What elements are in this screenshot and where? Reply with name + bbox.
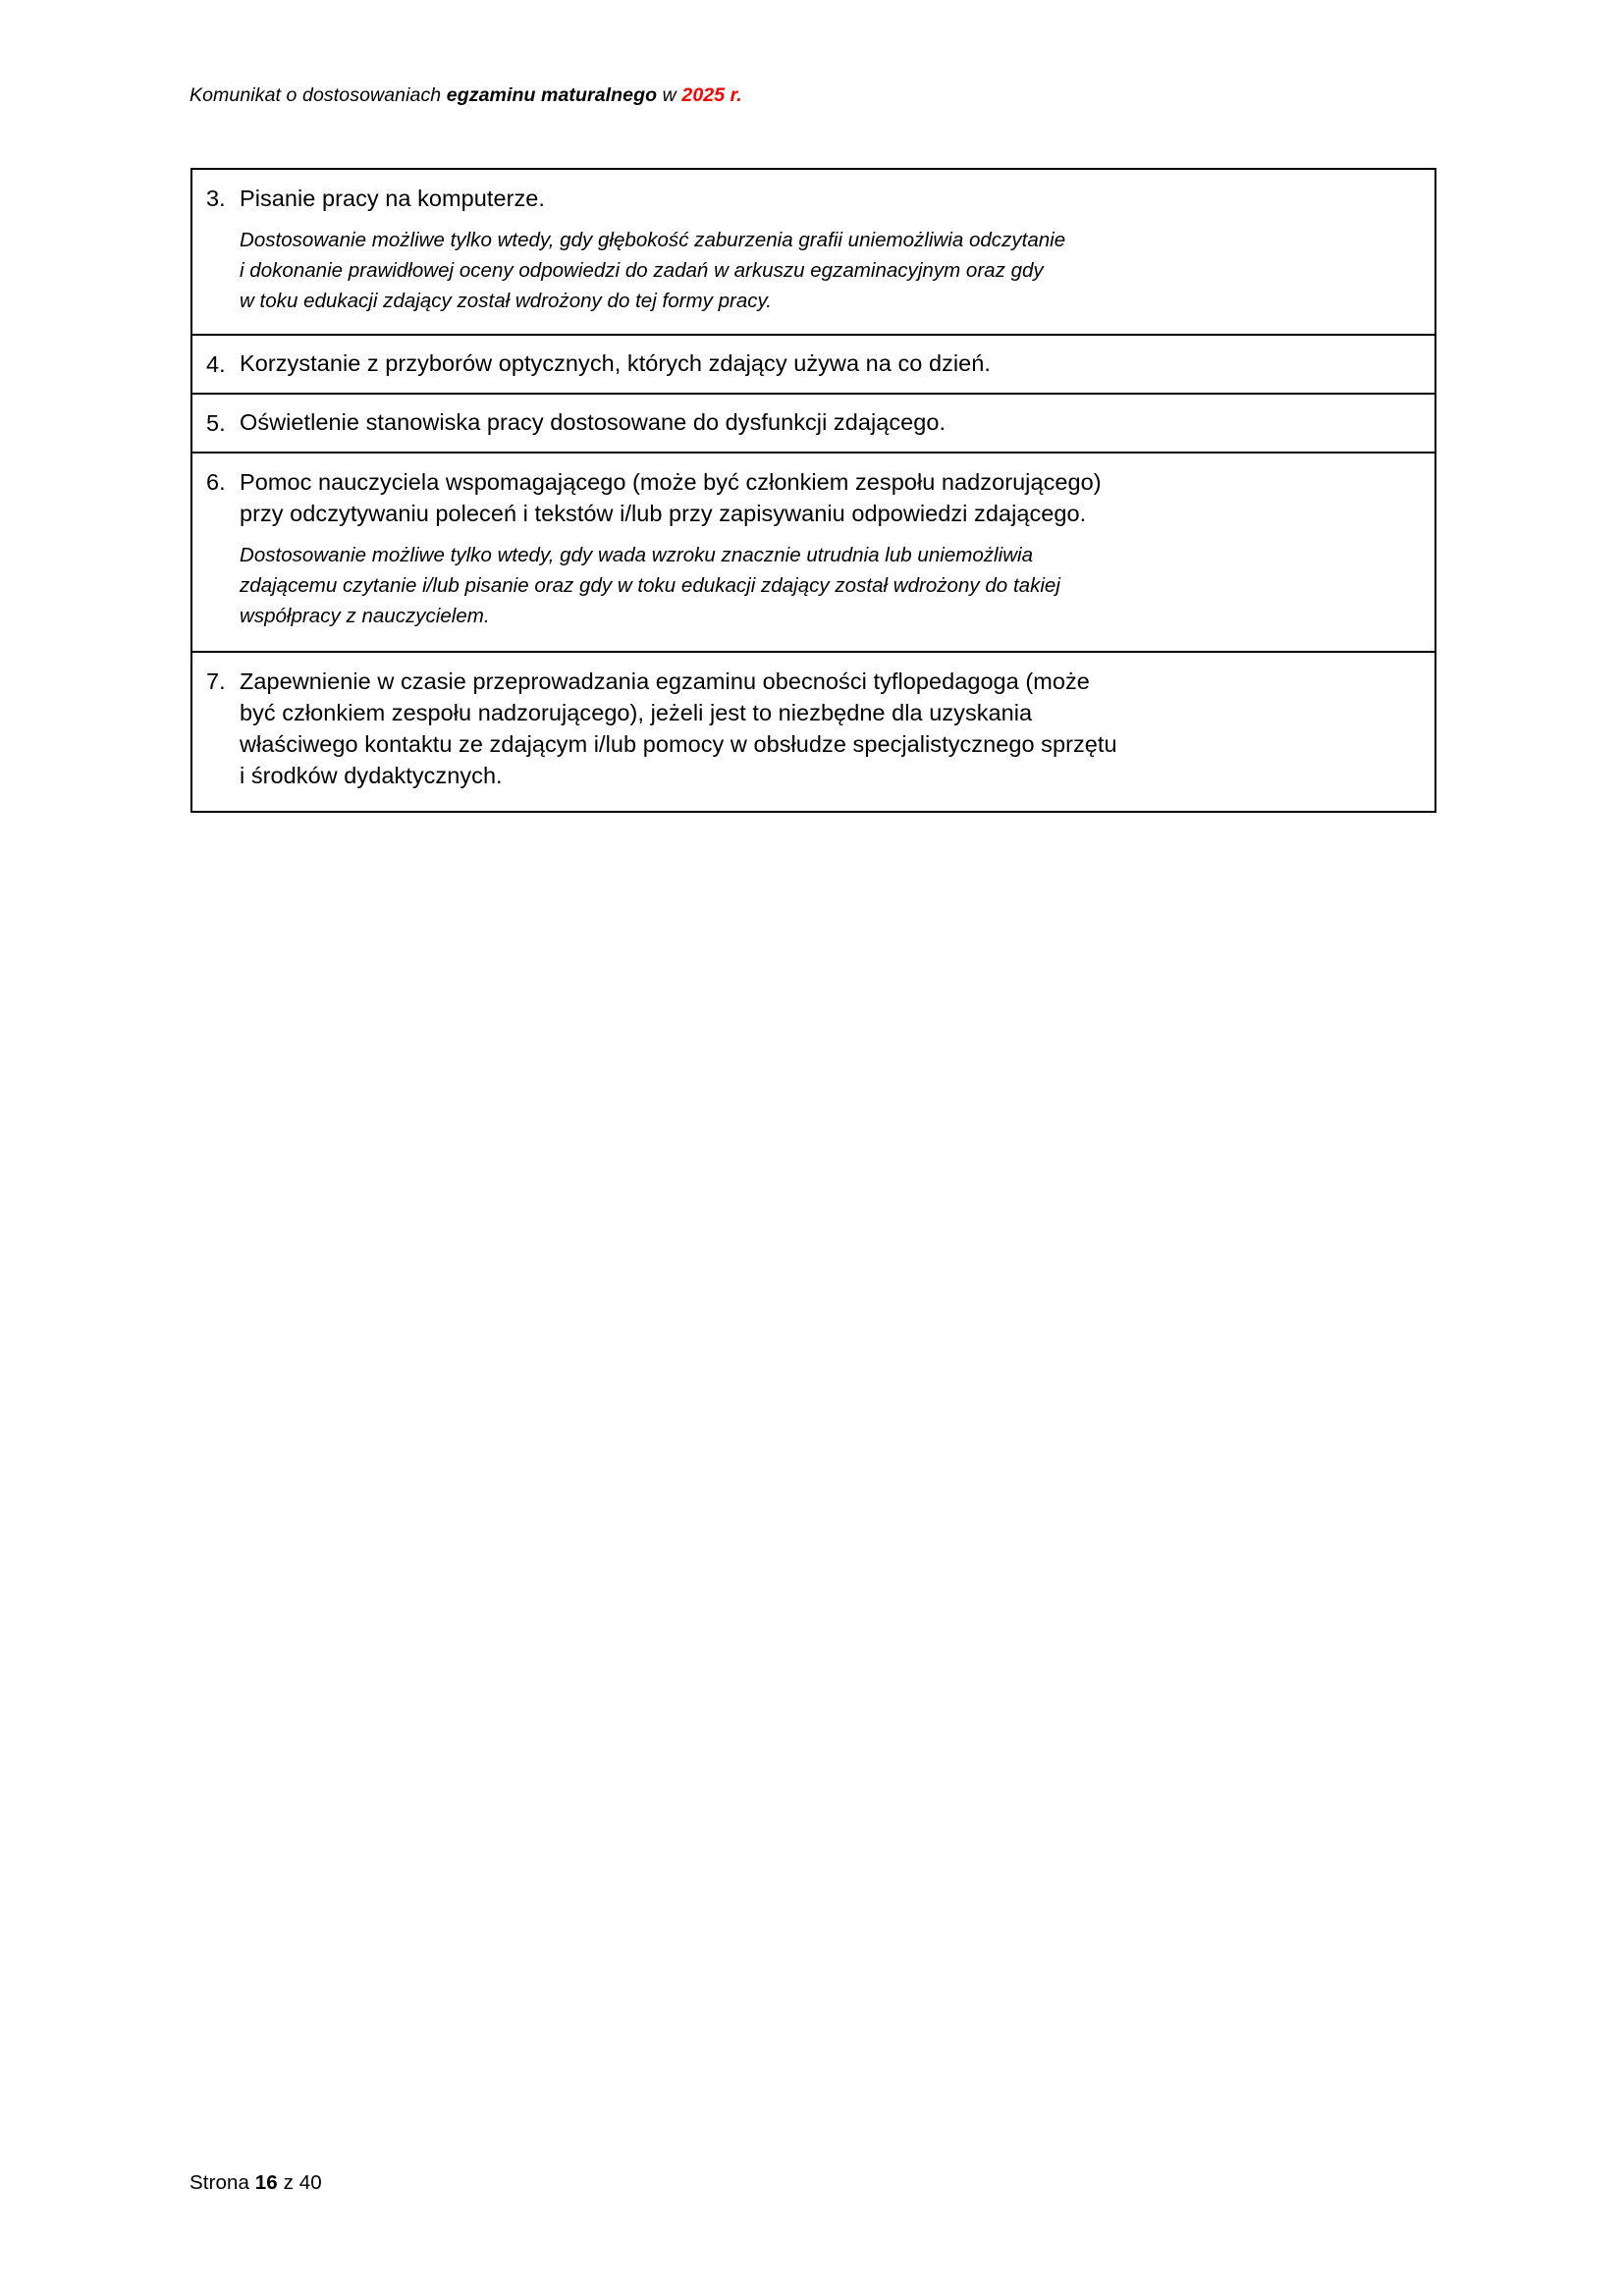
- footer-prefix-text: Strona: [189, 2171, 255, 2194]
- row-number: 6.: [206, 469, 226, 495]
- row-content: [240, 336, 1435, 393]
- row-note-line: w toku edukacji zdający został wdrożony do tej formy pracy.: [240, 290, 773, 312]
- row-content: [240, 170, 1435, 334]
- header-middle-text: w: [657, 84, 682, 106]
- row-content: [240, 454, 1435, 651]
- row-main-line: i środków dydaktycznych.: [240, 763, 503, 788]
- row-number: 3.: [206, 186, 226, 211]
- row-note-line: Dostosowanie możliwe tylko wtedy, gdy głębokość zaburzenia grafii uniemożliwia odczytanie: [240, 229, 1066, 251]
- row-note-line: i dokonanie prawidłowej oceny odpowiedzi do zadań w arkuszu egzaminacyjnym oraz gdy: [240, 259, 1044, 282]
- header-emphasis-text: egzaminu maturalnego: [446, 84, 658, 106]
- row-main-line: przy odczytywaniu poleceń i tekstów i/lub przy zapisywaniu odpowiedzi zdającego.: [240, 501, 1087, 526]
- row-main-line: właściwego kontaktu ze zdającym i/lub pomocy w obsłudze specjalistycznego sprzętu: [240, 731, 1117, 757]
- table-row: [192, 170, 1435, 336]
- row-main-line: być członkiem zespołu nadzorującego), jeżeli jest to niezbędne dla uzyskania: [240, 700, 1033, 725]
- table-row: [192, 395, 1435, 454]
- header-year-text: 2025 r.: [681, 84, 742, 106]
- footer-suffix-text: z 40: [277, 2171, 322, 2194]
- adaptations-table: [190, 168, 1436, 813]
- table-row: [192, 653, 1435, 811]
- row-main-text: Oświetlenie stanowiska pracy dostosowane do dysfunkcji zdającego.: [240, 409, 947, 435]
- row-number: 7.: [206, 668, 226, 694]
- table-row: [192, 454, 1435, 653]
- row-note-text: [240, 225, 1417, 316]
- row-content: [240, 395, 1435, 452]
- row-note-line: współpracy z nauczycielem.: [240, 605, 490, 627]
- table-row: [192, 336, 1435, 395]
- row-main-line: Pomoc nauczyciela wspomagającego (może być członkiem zespołu nadzorującego): [240, 469, 1102, 495]
- row-number: 4.: [206, 351, 226, 377]
- row-note-line: Dostosowanie możliwe tylko wtedy, gdy wada wzroku znacznie utrudnia lub uniemożliwia: [240, 544, 1034, 566]
- row-main-text: Pisanie pracy na komputerze.: [240, 186, 545, 211]
- row-main-text: [240, 666, 1417, 791]
- row-note-line: zdającemu czytanie i/lub pisanie oraz gdy w toku edukacji zdający został wdrożony do takiej: [240, 574, 1060, 597]
- row-main-text: [240, 466, 1417, 529]
- header-prefix-text: Komunikat o dostosowaniach: [189, 84, 447, 106]
- document-footer: [189, 2171, 322, 2195]
- row-note-text: [240, 540, 1417, 631]
- document-running-header: [189, 84, 742, 107]
- row-main-text: Korzystanie z przyborów optycznych, których zdający używa na co dzień.: [240, 350, 991, 376]
- row-main-line: Zapewnienie w czasie przeprowadzania egzaminu obecności tyflopedagoga (może: [240, 668, 1090, 694]
- row-content: [240, 653, 1435, 811]
- footer-page-number: 16: [254, 2171, 278, 2194]
- row-number: 5.: [206, 410, 226, 436]
